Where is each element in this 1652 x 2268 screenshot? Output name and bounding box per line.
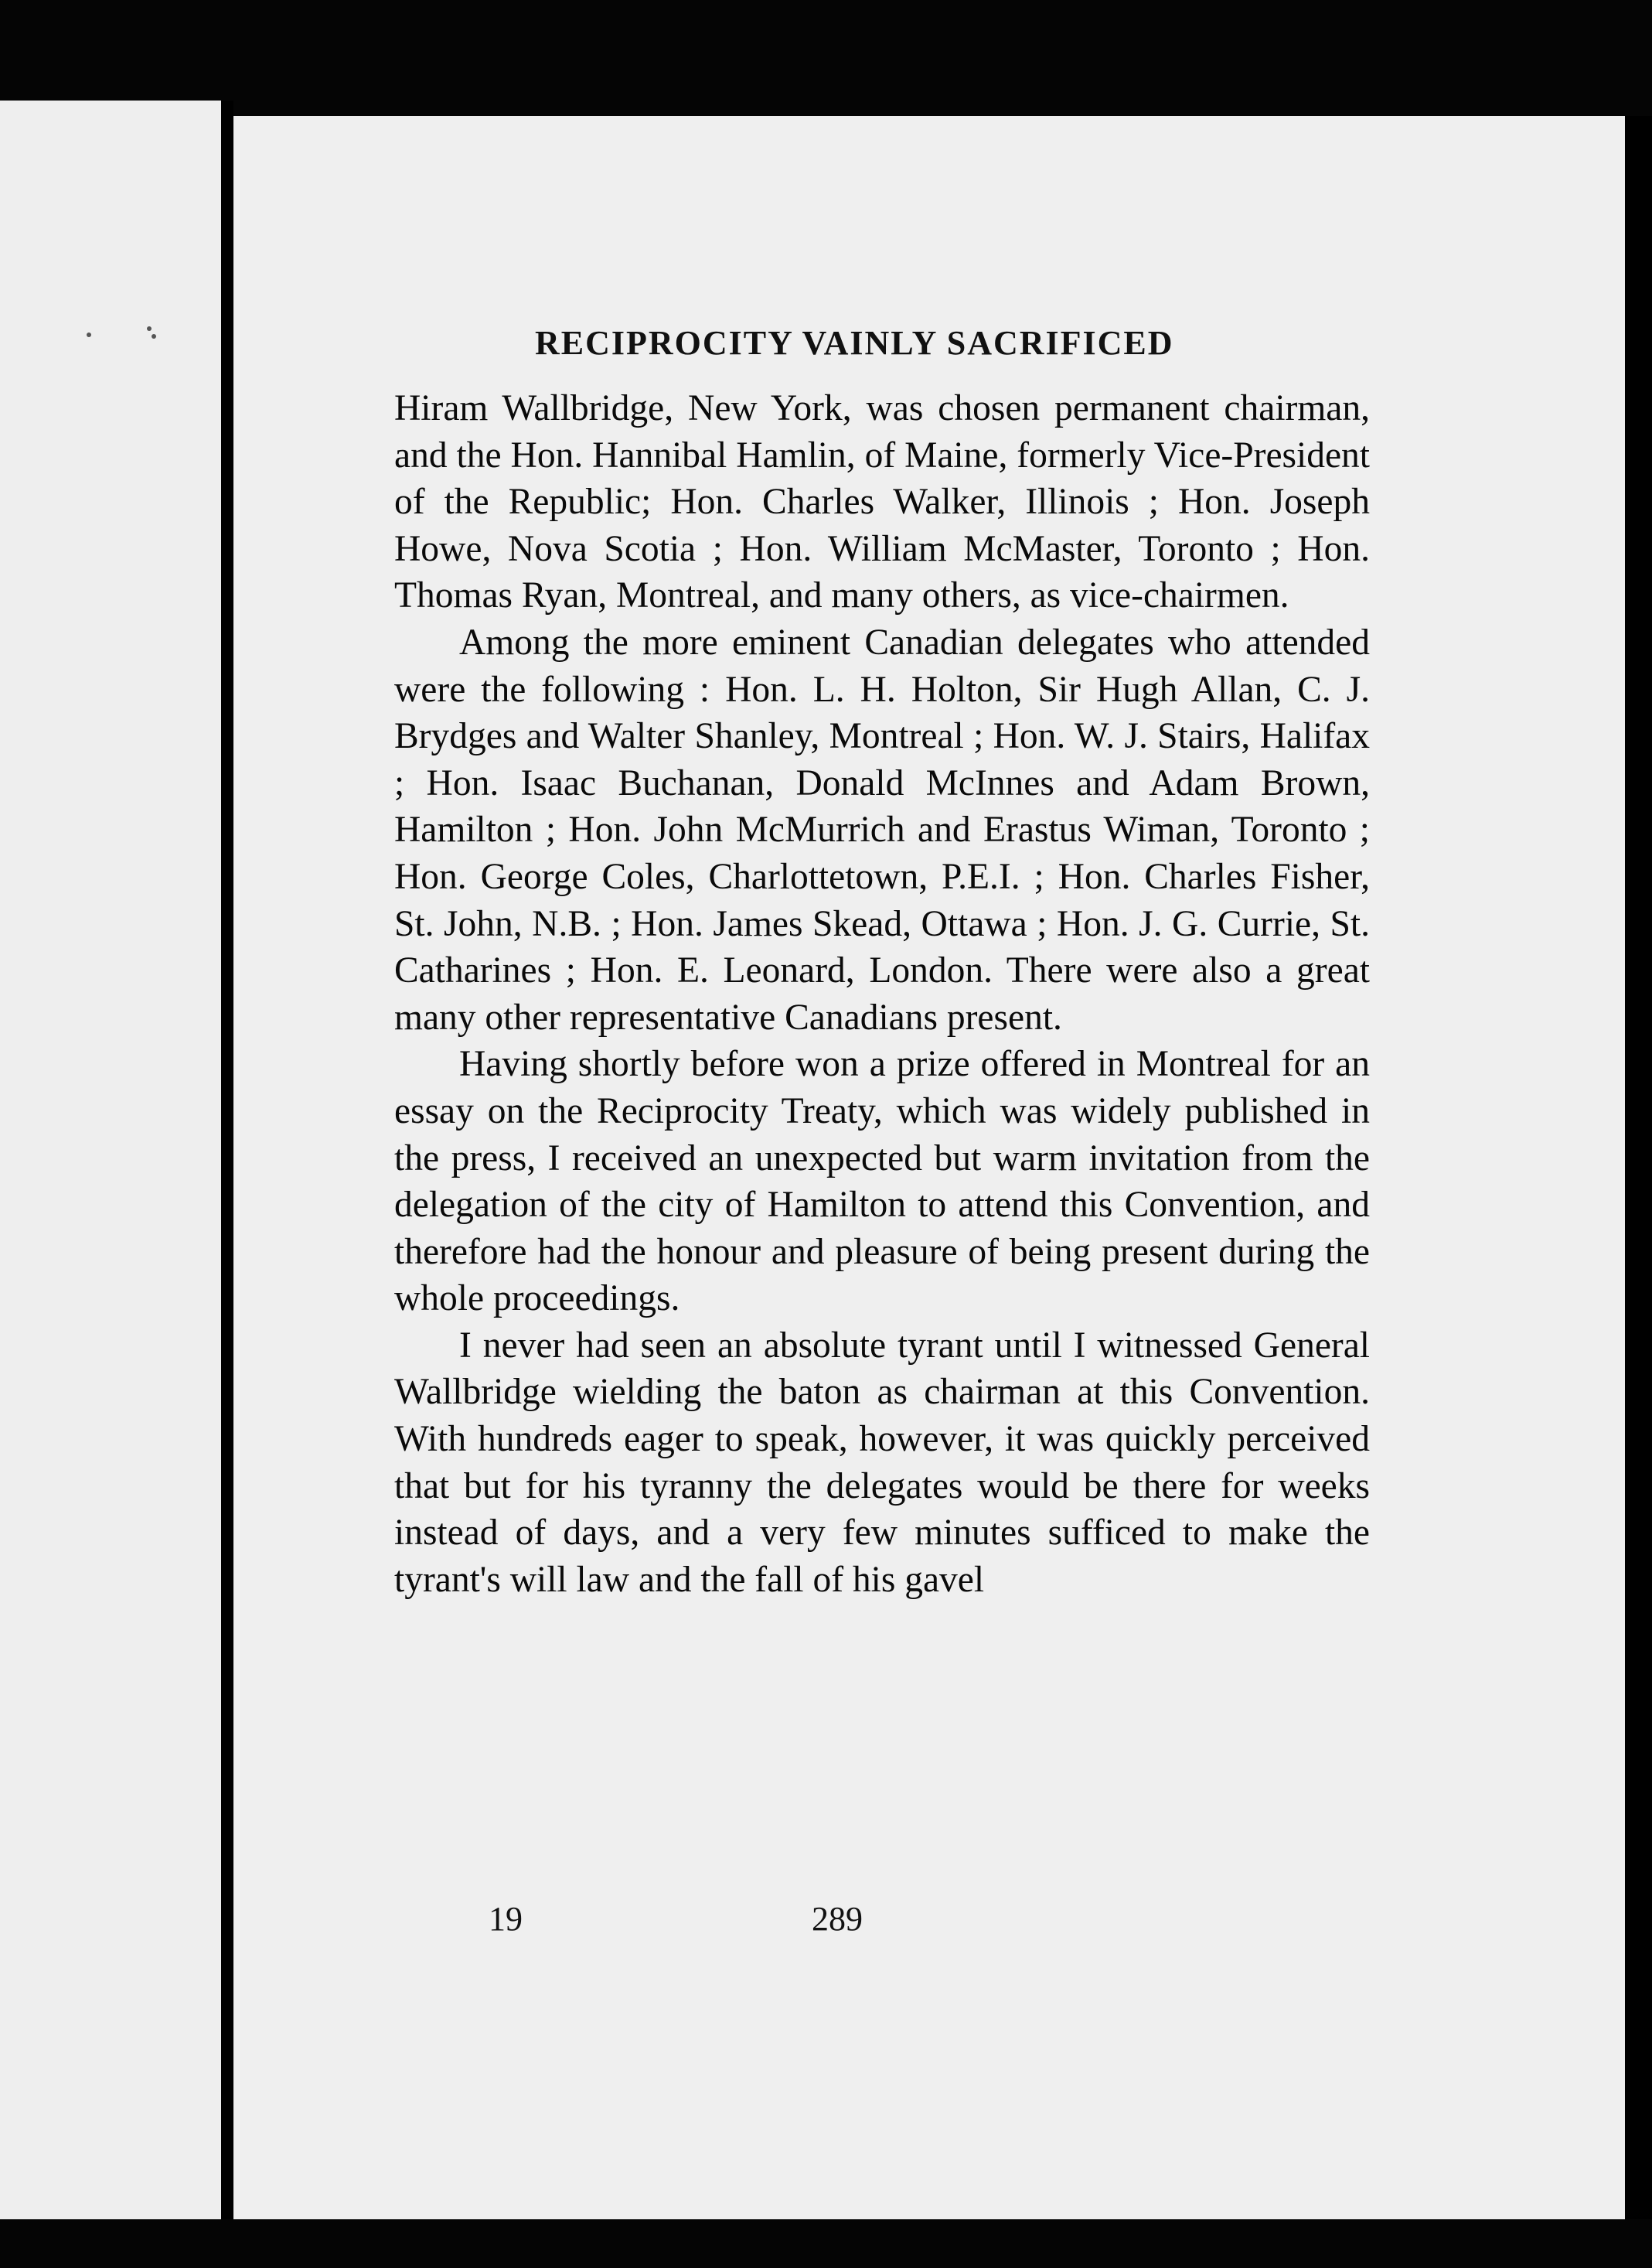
facing-page-edge <box>0 101 226 2219</box>
paragraph: Hiram Wallbridge, New York, was chosen permanent chairman, and the Hon. Hannibal Hamlin, of Maine, formerly Vice-President of the Republic; Hon. Charles Walker, Illinois ; Hon. Joseph Howe, Nova Scotia ; Hon. William McMaster, Toronto ; Hon. Thomas Ryan, Montreal, and many others, as vice-chairmen. <box>394 388 1370 616</box>
page-border <box>1625 116 1652 2219</box>
signature-mark: 19 <box>489 1900 523 1938</box>
book-gutter <box>221 101 233 2219</box>
paragraph: I never had seen an absolute tyrant until I witnessed General Wallbridge wielding the baton as chairman at this Convention. With hundreds eager to speak, however, it was quickly perceived that but for his tyranny the delegates would be there for weeks instead of days, and a very few minutes sufficed to make the tyrant's will law and the fall of his gavel <box>394 1325 1370 1600</box>
page-number: 289 <box>812 1900 863 1938</box>
paper-speck <box>87 333 91 337</box>
paragraph: Having shortly before won a prize offered in Montreal for an essay on the Reciprocity Treaty, which was widely published in the press, I received an unexpected but warm invitation from the delegation of the city of Hamilton to attend this Convention, and therefore had the honour and pleasure of being present during the whole proceedings. <box>394 1044 1370 1319</box>
running-head: RECIPROCITY VAINLY SACRIFICED <box>535 324 1174 362</box>
paper-speck <box>152 334 156 339</box>
paragraph: Among the more eminent Canadian delegates who attended were the following : Hon. L. H. Holton, Sir Hugh Allan, C. J. Brydges and Walter Shanley, Montreal ; Hon. W. J. Stairs, Halifax ; Hon. Isaac Buchanan, Donald McInnes and Adam Brown, Hamilton ; Hon. John McMurrich and Erastus Wiman, Toronto ; Hon. George Coles, Charlottetown, P.E.I. ; Hon. Charles Fisher, St. John, N.B. ; Hon. James Skead, Ottawa ; Hon. J. G. Currie, St. Catharines ; Hon. E. Leonard, London. There were also a great many other representative Canadians present. <box>394 622 1370 1038</box>
body-text <box>394 385 1370 1603</box>
paper-speck <box>147 326 152 331</box>
